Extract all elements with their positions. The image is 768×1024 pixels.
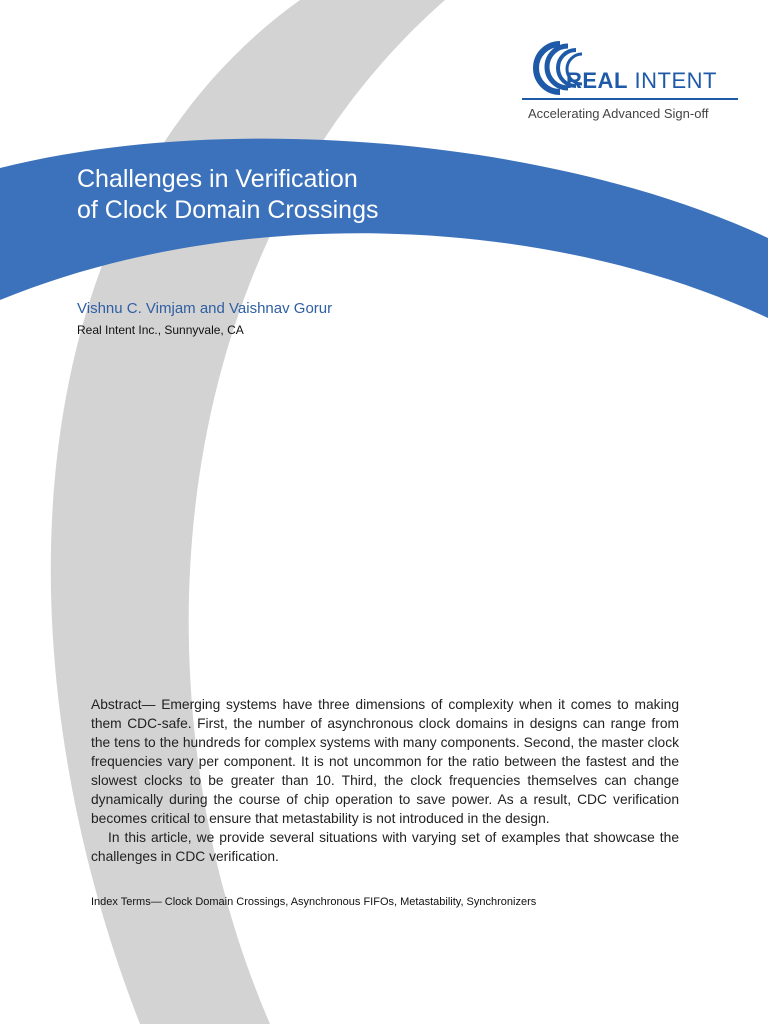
abstract-paragraph: Abstract— Emerging systems have three dimensions of complexity when it comes to making them CDC-safe. First, the number of asynchronous clock domains in designs can range from the tens to the hundreds for complex systems with many components. Second, the master clock frequencies vary per component. It is not uncommon for the ratio between the fastest and the slowest clocks to be greater than 10. Third, the clock frequencies themselves can change dynamically during the course of chip operation to save power. As a result, CDC verification becomes critical to ensure that metastability is not introduced in the design. [91, 697, 679, 826]
logo-divider [522, 98, 738, 100]
real-intent-logo [520, 36, 740, 126]
affiliation: Real Intent Inc., Sunnyvale, CA [77, 323, 244, 337]
authors: Vishnu C. Vimjam and Vaishnav Gorur [77, 300, 333, 317]
logo-wordmark [566, 68, 717, 94]
logo-wordmark-rest: INTENT [634, 68, 717, 93]
abstract [91, 695, 679, 866]
index-terms: Index Terms— Clock Domain Crossings, Asynchronous FIFOs, Metastability, Synchronizers [91, 896, 537, 908]
logo-wordmark-strong: REAL [566, 68, 628, 93]
paper-title-line1: Challenges in Verification [77, 165, 358, 193]
abstract-paragraph: In this article, we provide several situations with varying set of examples that showcase the challenges in CDC verification. [91, 830, 679, 864]
paper-title-line2: of Clock Domain Crossings [77, 196, 379, 224]
logo-tagline: Accelerating Advanced Sign-off [528, 106, 709, 121]
paper-title [77, 164, 379, 226]
